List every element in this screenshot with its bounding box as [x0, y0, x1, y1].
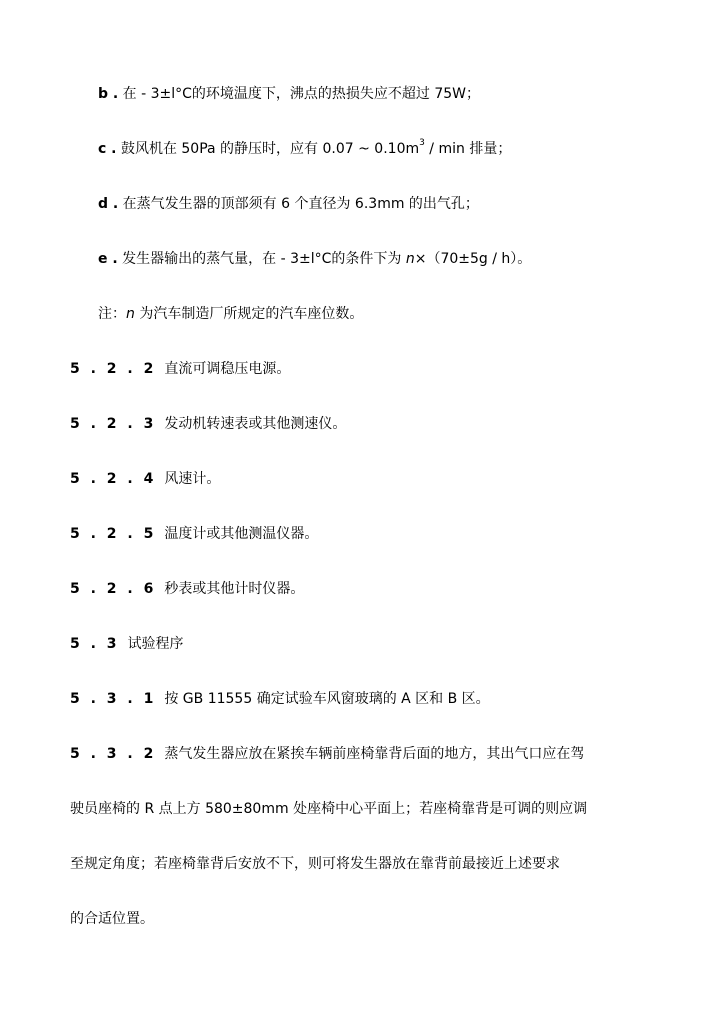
note-variable: n	[126, 306, 135, 322]
section-number: 5 . 2 . 4	[70, 471, 157, 487]
section-heading: 试验程序	[127, 636, 184, 652]
item-d	[98, 194, 479, 214]
paragraph-continuation-1: 驶员座椅的 R 点上方 580±80mm 处座椅中心平面上；若座椅靠背是可调的则应调	[70, 801, 588, 817]
item-b-text: 在 - 3±l°C的环境温度下，沸点的热损失应不超过 75W；	[118, 86, 481, 102]
item-e	[98, 249, 531, 269]
section-number: 5 . 3	[70, 636, 120, 652]
item-d-label: d .	[98, 196, 119, 212]
section-number: 5 . 2 . 5	[70, 526, 157, 542]
item-e-label: e .	[98, 251, 118, 267]
item-c-label: c .	[98, 141, 117, 157]
section-text: 按 GB 11555 确定试验车风窗玻璃的 A 区和 B 区。	[164, 691, 490, 707]
item-d-text: 在蒸气发生器的顶部须有 6 个直径为 6.3mm 的出气孔；	[118, 196, 479, 212]
item-c-text-1: 鼓风机在 50Pa 的静压时，应有 0.07 ~ 0.10m	[116, 141, 420, 157]
section-number: 5 . 3 . 1	[70, 691, 157, 707]
section-number: 5 . 2 . 3	[70, 416, 157, 432]
section-text: 蒸气发生器应放在紧挨车辆前座椅靠背后面的地方，其出气口应在驾	[164, 746, 585, 762]
item-e-text-2: ×（70±5g / h）。	[414, 251, 532, 267]
section-5-2-3	[70, 414, 346, 434]
section-5-2-5	[70, 524, 318, 544]
paragraph-continuation-3: 的合适位置。	[70, 911, 154, 927]
section-text: 温度计或其他测温仪器。	[164, 526, 319, 542]
section-5-3-1	[70, 689, 490, 709]
item-e-variable: n	[405, 251, 415, 267]
section-text: 秒表或其他计时仪器。	[164, 581, 305, 597]
section-number: 5 . 2 . 2	[70, 361, 157, 377]
item-c-text-2: / min 排量；	[424, 141, 512, 157]
item-e-text-1: 发生器输出的蒸气量，在 - 3±l°C的条件下为	[117, 251, 406, 267]
note	[98, 304, 363, 324]
section-number: 5 . 3 . 2	[70, 746, 157, 762]
item-c-superscript: 3	[419, 138, 425, 149]
section-text: 发动机转速表或其他测速仪。	[164, 416, 347, 432]
section-5-2-2	[70, 359, 290, 379]
note-prefix: 注：	[98, 306, 126, 322]
section-5-2-4	[70, 469, 220, 489]
section-5-3-2	[70, 744, 584, 764]
section-5-3	[70, 634, 184, 654]
section-text: 直流可调稳压电源。	[164, 361, 291, 377]
section-text: 风速计。	[164, 471, 221, 487]
item-b	[98, 84, 480, 104]
note-text: 为汽车制造厂所规定的汽车座位数。	[134, 306, 364, 322]
item-b-label: b .	[98, 86, 119, 102]
section-number: 5 . 2 . 6	[70, 581, 157, 597]
paragraph-continuation-2: 至规定角度；若座椅靠背后安放不下，则可将发生器放在靠背前最接近上述要求	[70, 856, 560, 872]
section-5-2-6	[70, 579, 304, 599]
item-c	[98, 139, 511, 159]
